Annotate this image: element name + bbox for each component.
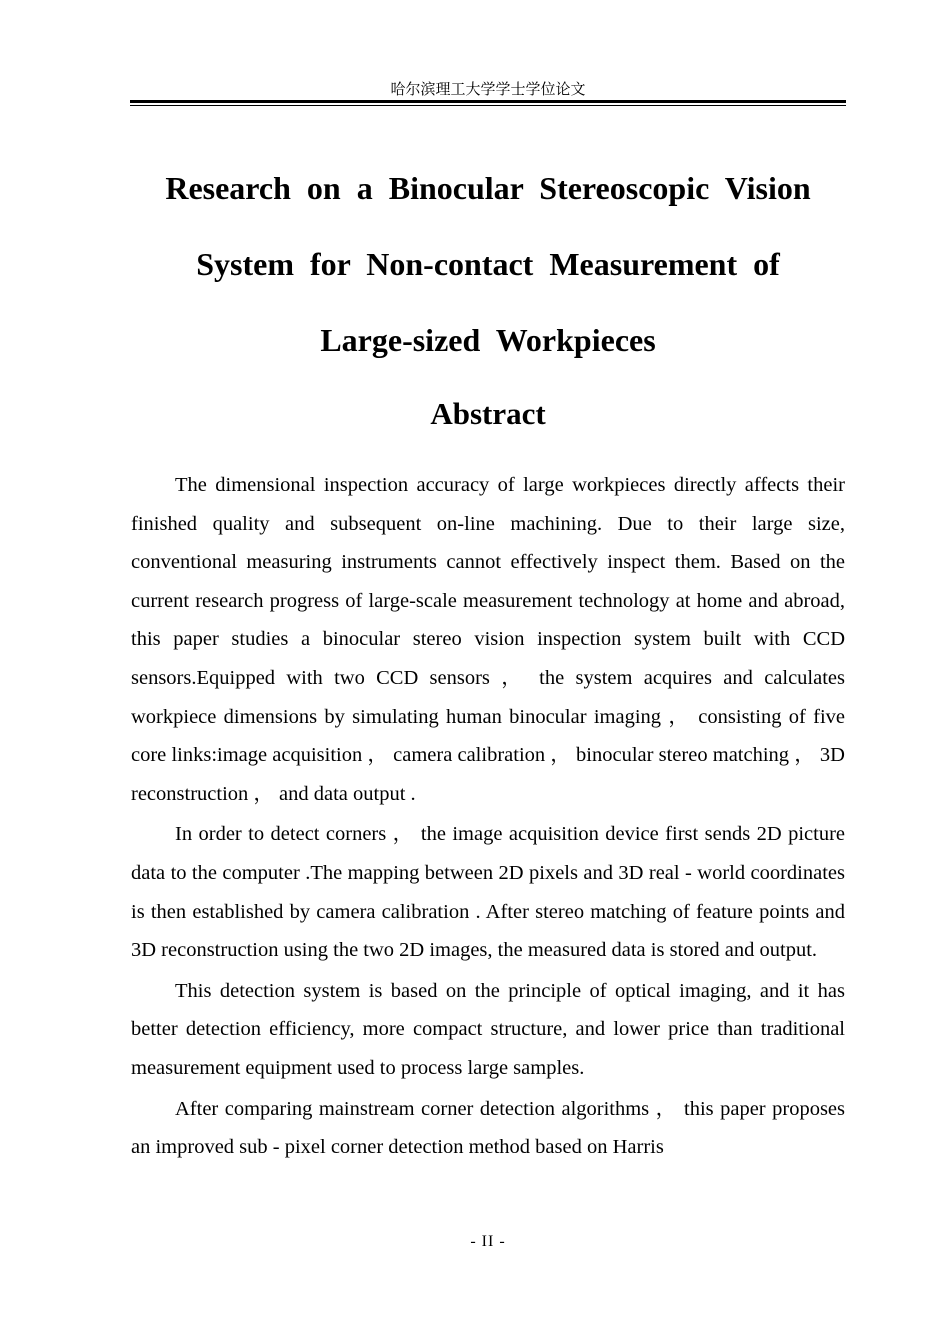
running-header: 哈尔滨理工大学学士学位论文	[390, 80, 586, 98]
abstract-paragraph: After comparing mainstream corner detection algorithms ， this paper proposes an improved sub - pixel corner detection method based on Harris	[131, 1097, 845, 1159]
title-line: System for Non-contact Measurement of	[196, 246, 780, 282]
title-line: Large-sized Workpieces	[320, 322, 656, 358]
abstract-paragraph: This detection system is based on the principle of optical imaging, and it has better detection efficiency, more compact structure, and lower price than traditional measurement equipment used to process large samples.	[131, 979, 845, 1079]
header-rule-secondary	[130, 105, 846, 106]
abstract-heading: Abstract	[430, 396, 546, 431]
abstract-paragraph: In order to detect corners ， the image acquisition device first sends 2D picture data to the computer .The mapping between 2D pixels and 3D real - world coordinates is then established by camera calibration . After stereo matching of feature points and 3D reconstruction using the two 2D images, the measured data is stored and output.	[131, 823, 845, 962]
title-line: Research on a Binocular Stereoscopic Vision	[165, 170, 811, 206]
header-rule	[130, 100, 846, 103]
abstract-paragraph: The dimensional inspection accuracy of large workpieces directly affects their finished quality and subsequent on-line machining. Due to their large size, conventional measuring instruments cannot effectively inspect them. Based on the current research progress of large-scale measurement technology at home and abroad, this paper studies a binocular stereo vision inspection system built with CCD sensors.Equipped with two CCD sensors ， the system acquires and calculates workpiece dimensions by simulating human binocular imaging ， consisting of five core links:image acquisition ， camera calibration ， binocular stereo matching ， 3D reconstruction ， and data output .	[131, 474, 845, 805]
page-number: - II -	[470, 1233, 506, 1250]
thesis-title	[140, 150, 836, 378]
abstract-body	[131, 466, 845, 1169]
